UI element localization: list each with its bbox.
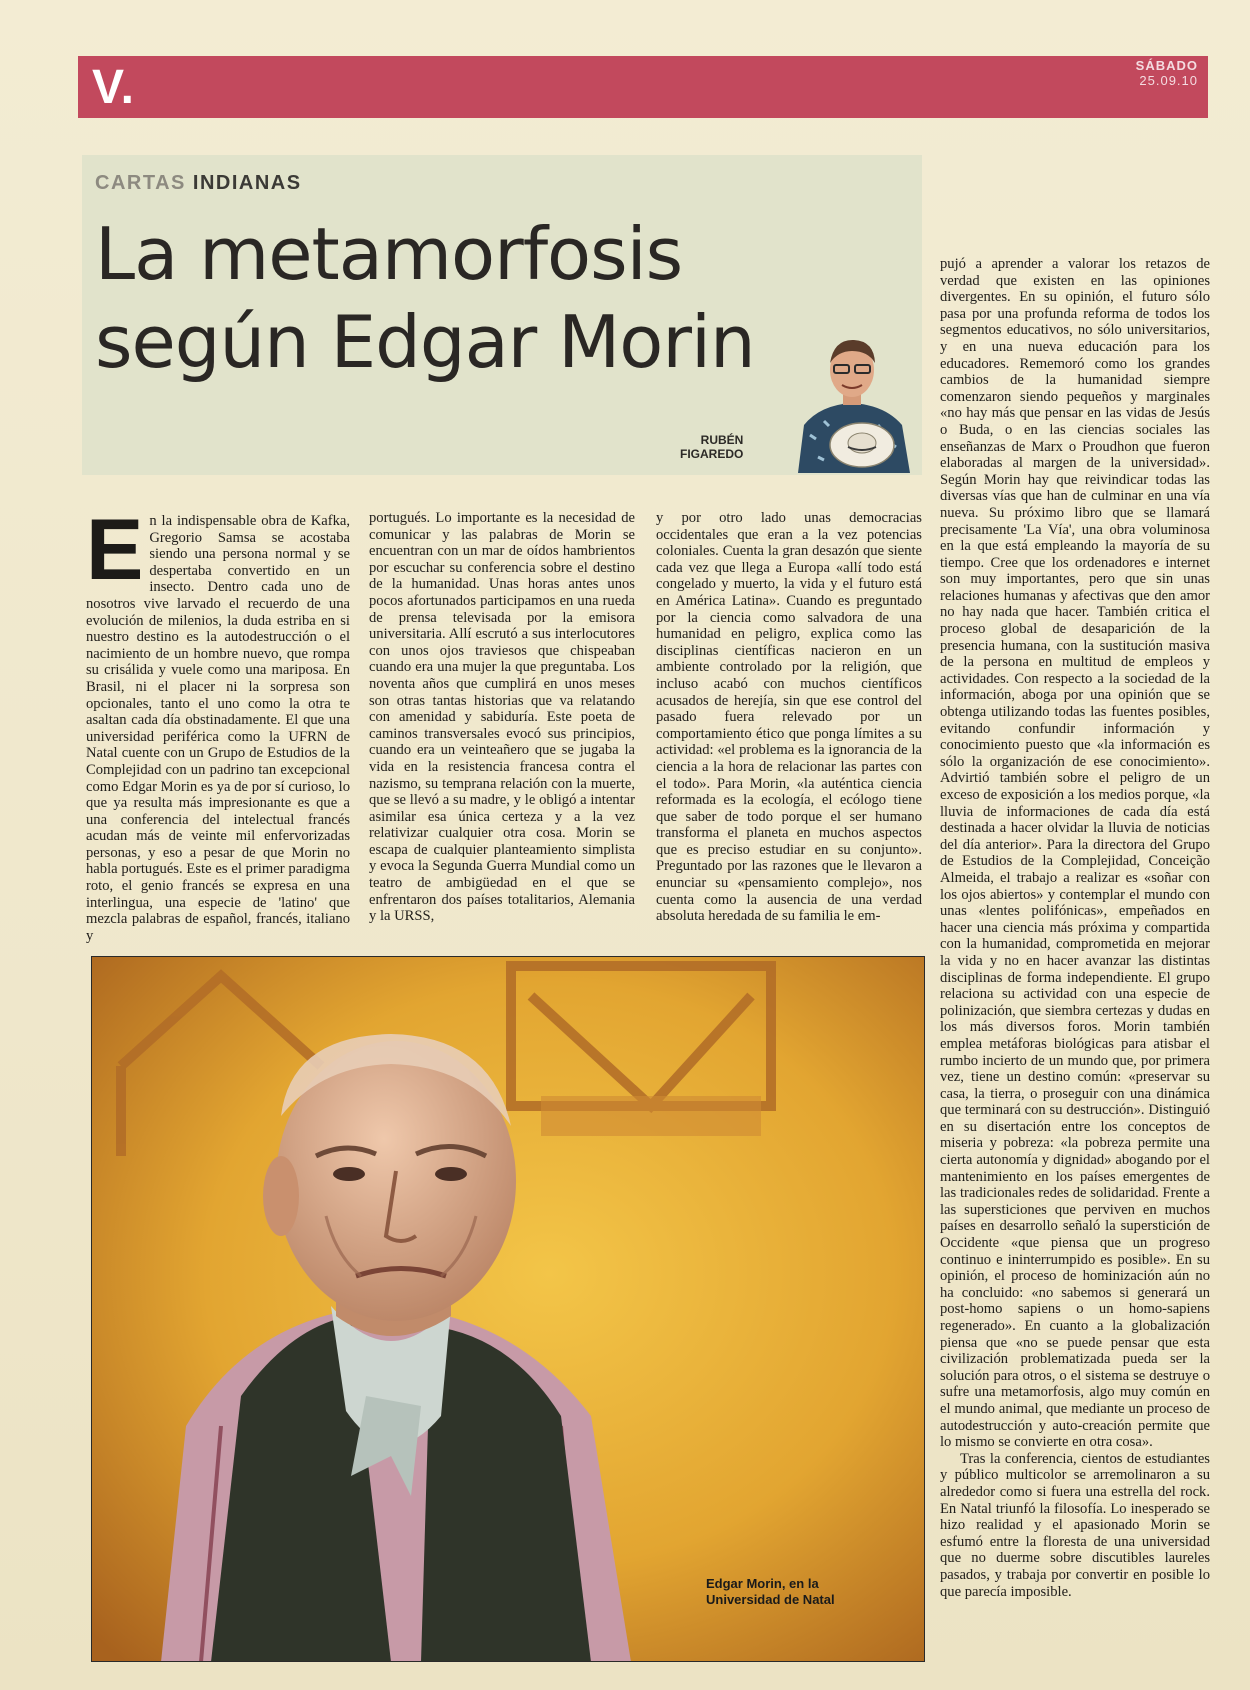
drop-cap: E	[86, 502, 144, 598]
author-portrait	[790, 325, 915, 473]
photo-caption	[706, 1576, 835, 1608]
issue-day: SÁBADO	[1135, 58, 1198, 73]
column-4-text: pujó a aprender a valorar los retazos de verdad que existen en las opiniones divergentes. En su opinión, el futuro sólo pasa por una profunda reforma de todos los segmentos educativos, no sólo universitarios, y en una nueva educación para los educadores. Rememoró como los grandes cambios de la humanidad siempre comenzaron siendo pequeños y marginales «no hay más que pensar en las vidas de Jesús o Buda, o en las ciencias sociales las enseñanzas de Marx o Proudhon que fueron elaboradas al margen de la universidad». Según Morin hay que reivindicar todas las diversas vías que han de culminar en una vía nueva. Su próximo libro que se llamará precisamente 'La Vía', una obra voluminosa en la que está empleando la mayoría de su tiempo. Cree que los ordenadores e internet son muy importantes, pero que sin unas relaciones humanas y afectivas que den amor no hay nada que hacer. También critica el proceso global de desaparición de la presencia humana, con la sustitución masiva de la persona en multitud de empleos y actividades. Con respecto a la sociedad de la información, aboga por una opinión que se obtenga utilizando todas las fuentes posibles, evitando confundir información y conocimiento puesto que «la información es sólo la organización de ese conocimiento». Advirtió también sobre el peligro de un exceso de exposición a los medios porque, «la lluvia de informaciones de cada día está destinada a hacer olvidar la lluvia de noticias del día anterior». Para la directora del Grupo de Estudios de la Complejidad, Conceição Almeida, el trabajo a realizar es «soñar con los ojos abiertos» y contemplar el mundo con unas «lentes polifónicas», empeñados en hacer una ciencia más próxima y compartida con la humanidad, comprometida en mejorar la vida y no en hacer avanzar las distintas disciplinas de forma independiente. El grupo relaciona su actividad con una especie de polinización, que siembra certezas y dudas en los más diversos foros. Morin también emplea metáforas biológicas para atisbar el rumbo incierto de un mundo que, por primera vez, tiene un destino común: «preservar su casa, la tierra, o proseguir con una dinámica que terminará con su destrucción». Distinguió en su disertación entre los conceptos de miseria y pobreza: «la pobreza permite una cierta autonomía y dignidad» abogando por el mantenimiento en los países emergentes de las tradicionales redes de solidaridad. Frente a las supersticiones que perviven en muchos países en desarrollo señaló la superstición de Occidente «que piensa que un progreso continuo e ininterrumpido es posible». En su opinión, el proceso de hominización aún no ha concluido: «no sabemos si generará un post-homo sapiens o un homo-sapiens regenerado». En cuanto a la globalización piensa que «no se puede pensar que esta civilización problematizada pueda ser la solución para otros, o el sistema se destruye o sufre una metamorfosis, algo muy común en el mundo animal, que mediante un proceso de autodestrucción y auto-creación permite que lo mismo se convierte en otra cosa».	[940, 256, 1210, 1451]
column-2-text: portugués. Lo importante es la necesidad de comunicar y las palabras de Morin se encuentran con un mar de oídos hambrientos por escuchar su conferencia sobre el destino de la humanidad. Unas horas antes unos pocos afortunados participamos en una rueda de prensa televisada por la emisora universitaria. Allí escrutó a sus interlocutores con unos ojos traviesos que chispeaban cuando era una mujer la que preguntaba. Los noventa años que cumplirá en unos meses son otras tantas historias que va relatando con amenidad y sabiduría. Este poeta de caminos transversales evocó sus principios, cuando era un veinteañero que se jugaba la vida en la resistencia francesa contra el nazismo, su temprana relación con la muerte, que se llevó a su madre, y le obligó a intentar asimilar esa única certeza y a la vez relativizar cualquier otra cosa. Morin se escapa de cualquier planteamiento simplista y evoca la Segunda Guerra Mundial como un teatro de ambigüedad en el que se enfrentaron dos países totalitarios, Alemania y la URSS,	[369, 510, 635, 925]
caption-line-1: Edgar Morin, en la	[706, 1576, 819, 1591]
byline-last-name: FIGAREDO	[680, 447, 744, 461]
column-1-text: n la indispensable obra de Kafka, Gregorio Samsa se acostaba siendo una persona normal y se despertaba convertido en un insecto. Dentro cada uno de nosotros vive larvado el recuerdo de una evolución de milenios, la duda estriba en si nuestro destino es la autodestrucción o el nacimiento de un hombre nuevo, que rompa su crisálida y vuele como una mariposa. En Brasil, ni el placer ni la sorpresa son opcionales, tanto el uno como la otra te asaltan cada día obstinadamente. El que una universidad periférica como la UFRN de Natal cuente con un Grupo de Estudios de la Complejidad con un padrino tan excepcional como Edgar Morin es ya de por sí curioso, lo que ya resulta más impresionante es que a una conferencia del intelectual francés acudan más de veinte mil enfervorizadas personas, y eso a pesar de que Morin no habla portugués. Este es el primer paradigma roto, el genio francés se expresa en una interlingua, una especie de 'latino' que mezcla palabras de español, francés, italiano y	[86, 513, 350, 944]
section-masthead	[78, 56, 1208, 118]
article-headline: La metamorfosis según Edgar Morin	[95, 212, 755, 384]
main-photograph	[91, 956, 925, 1662]
section-logo: V.	[92, 61, 135, 114]
issue-date: 25.09.10	[1139, 73, 1198, 88]
kicker-indianas: INDIANAS	[192, 172, 302, 194]
byline-first-name: RUBÉN	[700, 433, 744, 447]
caption-line-2: Universidad de Natal	[706, 1592, 835, 1607]
column-4-closing-paragraph: Tras la conferencia, cientos de estudiantes y público multicolor se arremolinaron a su alrededor como si fuera una estrella del rock. En Natal triunfó la filosofía. Lo inesperado se hizo realidad y el apasionado Morin se esfumó entre la floresta de una universidad que no duerme sobre discutibles laureles pasados, y trabaja por convertir en posible lo que parecía imposible.	[940, 1450, 1210, 1600]
article-column-3	[656, 510, 922, 925]
column-kicker	[95, 172, 302, 195]
column-3-text: y por otro lado unas democracias occidentales que eran a la vez potencias coloniales. Cuenta la gran desazón que siente cada vez que llega a Europa «allí todo está congelado y muerto, la vida y el futuro está en América Latina». Cuando es preguntado por la ciencia como salvadora de una humanidad en peligro, explica como las disciplinas científicas nacieron en un ambiente controlado por la religión, que incluso acabó con muchos científicos acusados de herejía, sin que ese control del pasado fuera relevado por un comportamiento ético que ponga límites a su actividad: «el problema es la ignorancia de la ciencia a la hora de relacionar las partes con el todo». Para Morin, «la auténtica ciencia reformada es la ecología, el ecólogo tiene que saber de todo porque el ser humano transforma el planeta en muchos aspectos que es preciso estudiar en su conjunto». Preguntado por las razones que le llevaron a enunciar su «pensamiento complejo», nos cuenta como la ausencia de una verdad absoluta heredada de su familia le em-	[656, 510, 922, 925]
article-column-4	[940, 256, 1210, 1600]
article-column-1	[86, 502, 350, 944]
kicker-cartas: CARTAS	[95, 172, 186, 194]
photo-border	[91, 956, 925, 1662]
author-byline	[680, 433, 743, 461]
article-column-2	[369, 510, 635, 925]
